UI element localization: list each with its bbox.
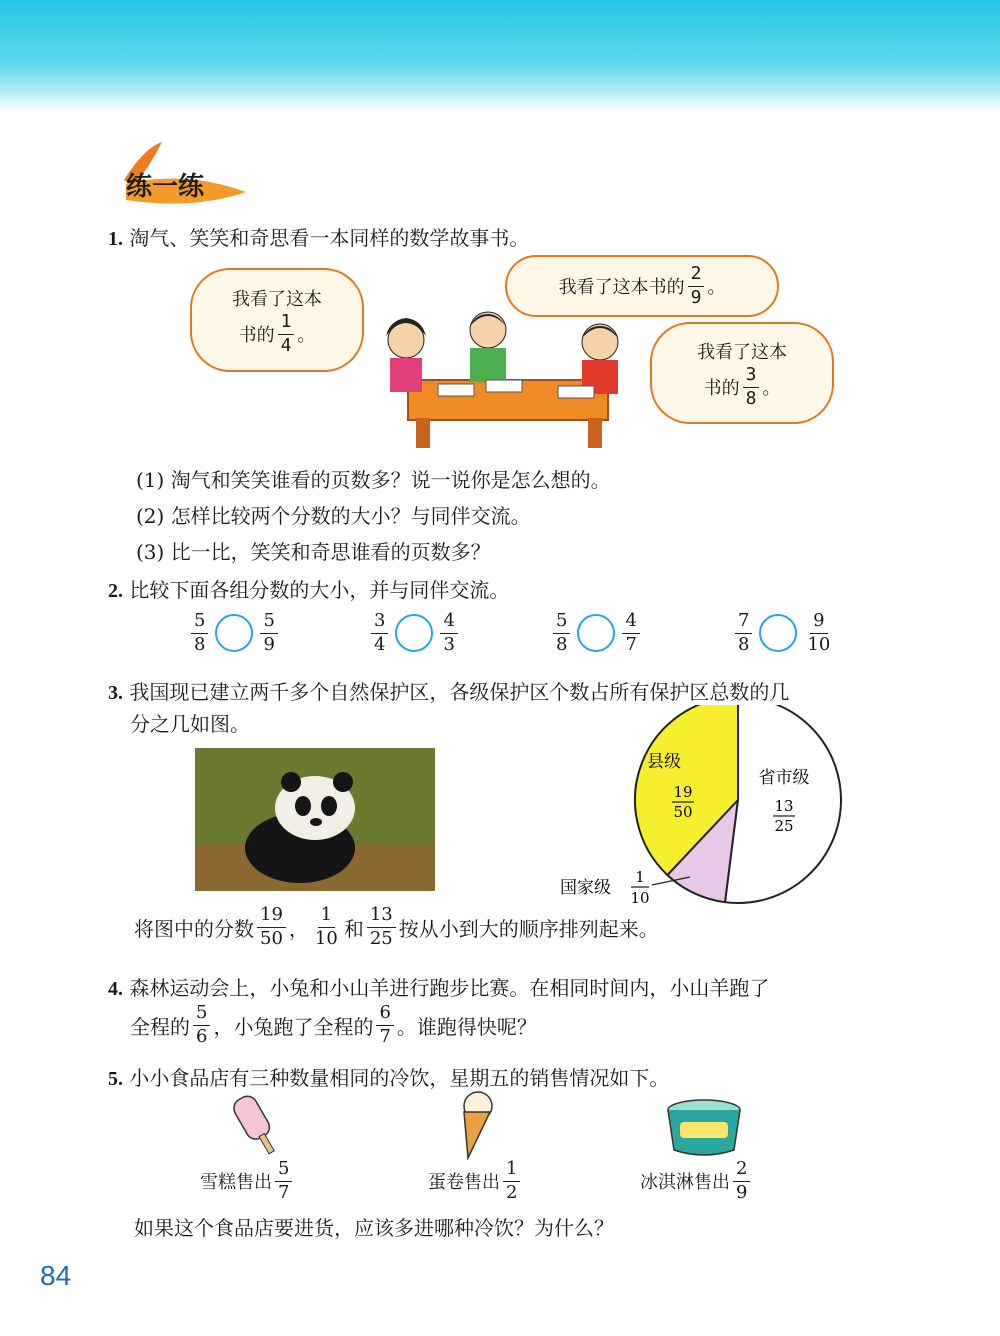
q3-ask-frac3: $\frac{13}{25}$	[367, 906, 396, 949]
pair4-b: $\frac{9}{10}$	[807, 610, 831, 655]
pie-label-province: 省市级	[758, 768, 810, 788]
book-1	[438, 384, 474, 396]
pair1-a: $\frac{5}{8}$	[191, 612, 208, 655]
panda-photo	[195, 748, 435, 891]
section-header	[104, 140, 254, 210]
pie-national-num: 1	[635, 868, 645, 886]
q4-line1-text: 森林运动会上，小兔和小山羊进行跑步比赛。在相同时间内，小山羊跑了	[129, 976, 770, 1000]
compare-circle-3[interactable]	[577, 614, 615, 652]
compare-circle-4[interactable]	[759, 614, 797, 652]
q3-ask-pre: 将图中的分数	[134, 916, 254, 941]
compare-pair-2	[368, 612, 461, 655]
pie-province-den: 25	[774, 817, 794, 835]
pie-label-national: 国家级	[560, 878, 611, 898]
q1-number: 1.	[108, 228, 123, 250]
q4-line2	[130, 1004, 537, 1047]
pair3-b: $\frac{4}{7}$	[622, 612, 639, 655]
q1-sub3: (3) 比一比，笑笑和奇思谁看的页数多？	[136, 540, 491, 564]
q4-line1	[108, 972, 769, 1001]
q5-ask: 如果这个食品店要进货，应该多进哪种冷饮？为什么？	[134, 1216, 614, 1240]
q1-sub1: (1) 淘气和笑笑谁看的页数多？说一说你是怎么想的。	[136, 468, 611, 492]
q4-number: 4.	[108, 978, 123, 1000]
pie-national-den: 10	[630, 889, 650, 907]
q2-number: 2.	[108, 580, 123, 602]
bubble-right-line2: 书的	[703, 378, 740, 399]
q5-item-1	[200, 1160, 295, 1203]
q3-ask	[134, 906, 659, 949]
q1-prompt	[108, 222, 529, 251]
q5-item-3	[640, 1160, 753, 1203]
q5-item-2	[428, 1160, 523, 1203]
bubble-left	[190, 268, 364, 372]
q1-sub2: (2) 怎样比较两个分数的大小？与同伴交流。	[136, 504, 531, 528]
book-3	[558, 386, 594, 398]
boy1-head	[470, 312, 506, 348]
table-leg-right	[588, 418, 602, 448]
protected-area-pie-chart	[560, 705, 860, 915]
q4-l2-mid: ，小兔跑了全程的	[213, 1014, 374, 1039]
q5-text: 小小食品店有三种数量相同的冷饮，星期五的销售情况如下。	[129, 1066, 670, 1090]
q3-ask-frac2: $\frac{1}{10}$	[314, 904, 338, 949]
q2-text: 比较下面各组分数的大小，并与同伴交流。	[129, 578, 510, 602]
boy2-head	[582, 324, 618, 360]
compare-pair-1	[188, 612, 281, 655]
q5-item-3-frac: $\frac{2}{9}$	[733, 1160, 750, 1203]
q1-text: 淘气、笑笑和奇思看一本同样的数学故事书。	[129, 226, 530, 250]
bubble-right-end: 。	[762, 378, 781, 399]
q5-prompt	[108, 1062, 669, 1091]
q3-sep1: ，	[288, 916, 309, 941]
ice-cream-tub-icon	[664, 1098, 744, 1160]
q2-prompt	[108, 574, 509, 603]
bubble-right-line1: 我看了这本	[697, 341, 787, 363]
ice-cream-cone-icon	[450, 1088, 500, 1160]
pie-county-num: 19	[673, 783, 693, 801]
compare-circle-2[interactable]	[395, 614, 433, 652]
q5-item-1-frac: $\frac{5}{7}$	[275, 1160, 292, 1203]
q5-item-2-label: 蛋卷售出	[428, 1172, 500, 1194]
girl-dress	[390, 358, 422, 392]
pair1-b: $\frac{5}{9}$	[260, 612, 277, 655]
bubble-left-fraction: $\frac{1}{4}$	[278, 313, 295, 356]
bubble-middle-fraction: $\frac{2}{9}$	[688, 265, 705, 308]
boy1-shirt	[470, 348, 506, 382]
bubble-middle-end: 。	[707, 277, 726, 298]
pie-county-den: 50	[673, 803, 693, 821]
q4-l2-pre: 全程的	[130, 1014, 190, 1039]
pie-label-county: 县级	[647, 752, 681, 772]
q4-l2-post: 。谁跑得快呢？	[396, 1014, 537, 1039]
bubble-left-line1: 我看了这本	[232, 288, 322, 310]
q3-number: 3.	[108, 682, 123, 704]
q5-item-1-label: 雪糕售出	[200, 1172, 272, 1194]
bubble-right-fraction: $\frac{3}{8}$	[743, 366, 760, 409]
compare-pair-3	[550, 612, 643, 655]
q3-ask-frac1: $\frac{19}{50}$	[257, 906, 286, 949]
q5-item-3-label: 冰淇淋售出	[640, 1172, 730, 1194]
q5-item-2-frac: $\frac{1}{2}$	[503, 1160, 520, 1203]
q3-ask-post: 按从小到大的顺序排列起来。	[398, 916, 659, 941]
pair3-a: $\frac{5}{8}$	[553, 612, 570, 655]
popsicle-icon	[222, 1090, 292, 1160]
table-leg-left	[416, 418, 430, 448]
q5-number: 5.	[108, 1068, 123, 1090]
top-color-band	[0, 0, 1000, 112]
q3-line2: 分之几如图。	[130, 712, 250, 736]
q3-line1	[108, 676, 789, 705]
bubble-left-line2: 书的	[238, 325, 275, 346]
book-2	[486, 380, 522, 392]
compare-pair-4	[732, 612, 836, 655]
pair4-a: $\frac{7}{8}$	[735, 612, 752, 655]
children-reading-illustration	[368, 300, 638, 450]
bubble-right	[650, 322, 834, 424]
compare-circle-1[interactable]	[215, 614, 253, 652]
q4-frac2: $\frac{6}{7}$	[376, 1004, 393, 1047]
q4-frac1: $\frac{5}{6}$	[193, 1004, 210, 1047]
section-title: 练一练	[126, 171, 205, 201]
pie-province-num: 13	[774, 797, 794, 815]
pair2-b: $\frac{4}{3}$	[440, 612, 457, 655]
q3-sep2: 和	[343, 916, 364, 941]
pair2-a: $\frac{3}{4}$	[371, 612, 388, 655]
bubble-middle-text: 我看了这本书的	[558, 277, 685, 298]
page-number: 84	[40, 1260, 72, 1291]
q3-line1-text: 我国现已建立两千多个自然保护区，各级保护区个数占所有保护区总数的几	[129, 680, 790, 704]
bubble-left-end: 。	[297, 325, 316, 346]
